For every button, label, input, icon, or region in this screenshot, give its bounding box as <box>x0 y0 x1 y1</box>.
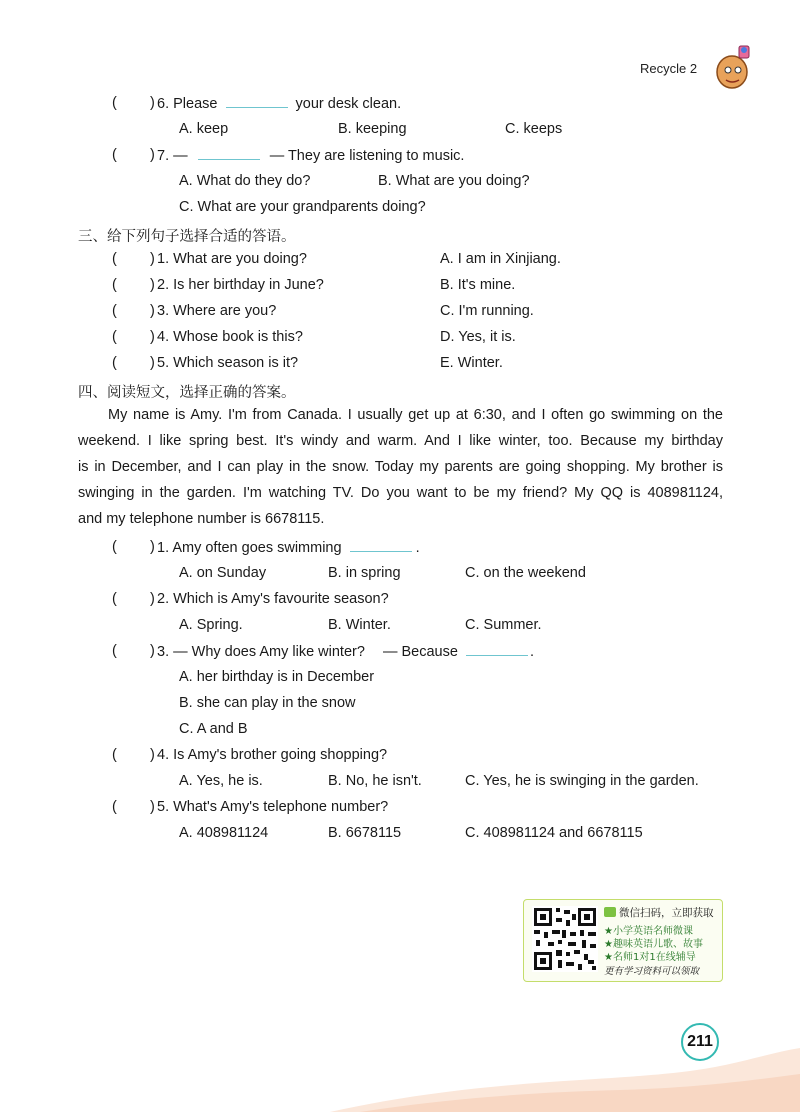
part3-q3: 3. Where are you? <box>157 303 277 319</box>
qr-code-icon[interactable] <box>532 906 598 972</box>
q7-option-b: B. What are you doing? <box>378 173 530 189</box>
qr-title-row <box>604 905 714 920</box>
part3-q1-bracket-close: ) <box>150 251 155 267</box>
q7-suffix: — They are listening to music. <box>269 148 465 164</box>
part4-q2-bracket: ( <box>112 591 117 607</box>
part3-q5: 5. Which season is it? <box>157 355 299 371</box>
decorative-wave <box>0 1030 800 1112</box>
qr-item-3: ★名师1对1在线辅导 <box>604 952 696 963</box>
q7-option-a: A. What do they do? <box>179 173 311 189</box>
q6-prefix: 6. Please <box>157 96 218 112</box>
q6-suffix: your desk clean. <box>295 96 402 112</box>
part4-q2-option-a: A. Spring. <box>179 617 243 633</box>
part4-q2-bracket-close: ) <box>150 591 155 607</box>
part3-answer-a: A. I am in Xinjiang. <box>440 251 561 267</box>
part4-q5-bracket: ( <box>112 799 117 815</box>
part4-q3-bracket-close: ) <box>150 643 155 659</box>
qr-title: 微信扫码，立即获取 <box>619 907 714 919</box>
part4-q1-option-a: A. on Sunday <box>179 565 267 581</box>
part3-answer-b: B. It's mine. <box>440 277 516 293</box>
part3-q5-bracket-close: ) <box>150 355 155 371</box>
part4-q4-option-a: A. Yes, he is. <box>179 773 263 789</box>
part4-q3-option-b: B. she can play in the snow <box>179 695 356 711</box>
part4-q5-option-c: C. 408981124 and 6678115 <box>465 825 643 841</box>
page-header-title: Recycle 2 <box>640 61 698 76</box>
qr-item-2: ★趣味英语儿歌、故事 <box>604 939 703 950</box>
q7-bracket-close: ) <box>150 147 155 163</box>
part4-q2-option-c: C. Summer. <box>465 617 542 633</box>
part3-q2: 2. Is her birthday in June? <box>157 277 324 293</box>
part4-q3-bracket: ( <box>112 643 117 659</box>
q6-bracket-close: ) <box>150 95 155 111</box>
part3-q4: 4. Whose book is this? <box>157 329 303 345</box>
part4-q4-option-c: C. Yes, he is swinging in the garden. <box>465 773 699 789</box>
part3-heading: 三、给下列句子选择合适的答语。 <box>78 229 296 245</box>
part4-q3-option-a: A. her birthday is in December <box>179 669 375 685</box>
passage-line: weekend. I like spring best. It's windy and warm. And I like winter, too. Because my birthday <box>78 433 723 449</box>
qr-footer: 更有学习资料可以领取 <box>604 966 700 977</box>
qr-item-1: ★小学英语名师微课 <box>604 926 693 937</box>
q6-bracket-open: ( <box>112 95 117 111</box>
q7-row <box>157 147 464 164</box>
q7-blank[interactable] <box>198 147 260 160</box>
q6-option-c: C. keeps <box>505 121 563 137</box>
part3-q4-bracket: ( <box>112 329 117 345</box>
part3-q1: 1. What are you doing? <box>157 251 307 267</box>
passage-line: and my telephone number is 6678115. <box>78 511 325 527</box>
part4-q4-bracket: ( <box>112 747 117 763</box>
part4-q4-text: 4. Is Amy's brother going shopping? <box>157 747 388 763</box>
mascot-icon <box>712 40 754 92</box>
part4-q1-suffix: . <box>415 540 420 556</box>
part4-q1-option-b: B. in spring <box>328 565 401 581</box>
qr-promo-box <box>523 899 723 982</box>
part4-q5-option-b: B. 6678115 <box>328 825 402 841</box>
part4-q3-middle: — Because <box>382 644 458 660</box>
part4-q1-prefix: 1. Amy often goes swimming <box>157 540 342 556</box>
reading-passage <box>78 402 723 532</box>
part3-q3-bracket-close: ) <box>150 303 155 319</box>
part3-answer-d: D. Yes, it is. <box>440 329 516 345</box>
part4-q1-blank[interactable] <box>350 539 412 552</box>
q6-option-a: A. keep <box>179 121 229 137</box>
part3-q2-bracket-close: ) <box>150 277 155 293</box>
part4-q1-bracket-close: ) <box>150 539 155 555</box>
q6-row <box>157 95 401 112</box>
part3-q2-bracket: ( <box>112 277 117 293</box>
part4-q4-bracket-close: ) <box>150 747 155 763</box>
part4-q3-option-c: C. A and B <box>179 721 248 737</box>
part3-answer-e: E. Winter. <box>440 355 503 371</box>
passage-line: is in December, and I can play in the snow. Today my parents are going shopping. My brother is <box>78 459 723 475</box>
part4-q3-suffix: . <box>529 644 534 660</box>
part4-q2-text: 2. Which is Amy's favourite season? <box>157 591 389 607</box>
q7-prefix: 7. — <box>157 148 188 164</box>
q6-blank[interactable] <box>226 95 288 108</box>
q7-option-c: C. What are your grandparents doing? <box>179 199 426 215</box>
wechat-icon <box>604 907 616 917</box>
q6-option-b: B. keeping <box>338 121 407 137</box>
part4-q1-bracket: ( <box>112 539 117 555</box>
passage-line: swinging in the garden. I'm watching TV. Do you want to be my friend? My QQ is 408981124, <box>78 485 723 501</box>
part4-q5-option-a: A. 408981124 <box>179 825 269 841</box>
part4-q5-bracket-close: ) <box>150 799 155 815</box>
part3-q5-bracket: ( <box>112 355 117 371</box>
part4-q5-text: 5. What's Amy's telephone number? <box>157 799 389 815</box>
part3-q4-bracket-close: ) <box>150 329 155 345</box>
q7-bracket-open: ( <box>112 147 117 163</box>
part4-q1-option-c: C. on the weekend <box>465 565 586 581</box>
part4-q3-row <box>157 643 534 660</box>
part4-heading: 四、阅读短文，选择正确的答案。 <box>78 385 296 401</box>
page-number: 211 <box>681 1023 719 1061</box>
part4-q3-blank[interactable] <box>466 643 528 656</box>
part4-q2-option-b: B. Winter. <box>328 617 391 633</box>
part4-q3-prefix: 3. — Why does Amy like winter? <box>157 644 365 660</box>
passage-line: My name is Amy. I'm from Canada. I usually get up at 6:30, and I often go swimming on the <box>108 407 723 423</box>
part4-q1-row <box>157 539 420 556</box>
part3-answer-c: C. I'm running. <box>440 303 534 319</box>
part3-q1-bracket: ( <box>112 251 117 267</box>
part3-q3-bracket: ( <box>112 303 117 319</box>
part4-q4-option-b: B. No, he isn't. <box>328 773 422 789</box>
